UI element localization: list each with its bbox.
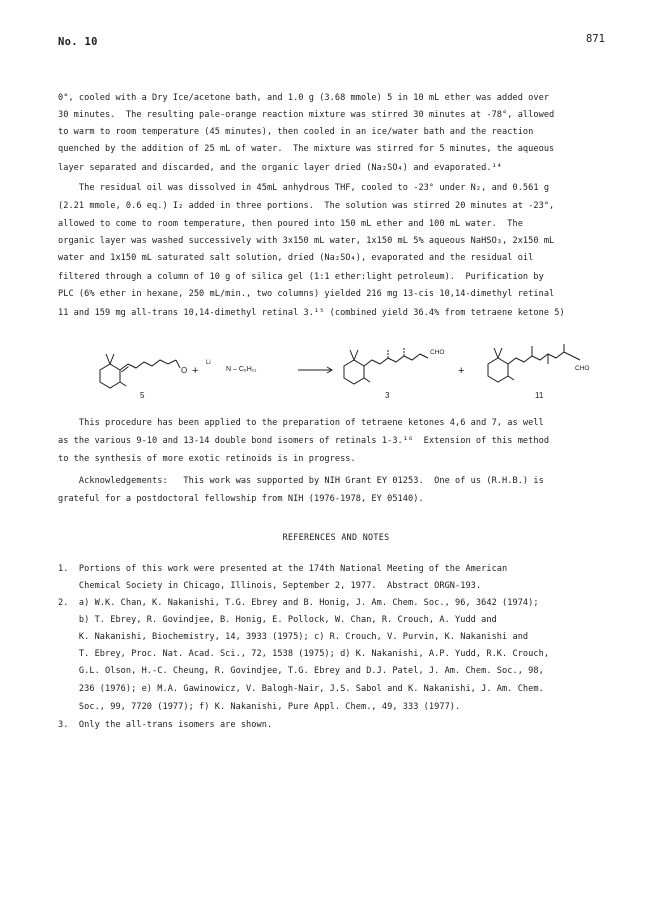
acknowledgement-line: grateful for a postdoctoral fellowship from NIH (1976-1978, EY 05140). bbox=[58, 494, 424, 504]
compound-11-label: 11 bbox=[535, 391, 544, 400]
reference-line: G.L. Olson, H.-C. Cheung, R. Govindjee, T.G. Ebrey and D.J. Patel, J. Am. Chem. Soc., 98, bbox=[58, 666, 544, 676]
reference-line: T. Ebrey, Proc. Nat. Acad. Sci., 72, 1538 (1975); d) K. Nakanishi, A.P. Yudd, R.K. Crouch, bbox=[58, 649, 550, 659]
text-line: allowed to come to room temperature, then poured into 150 mL ether and 100 mL water. The bbox=[58, 219, 523, 229]
reference-line: Chemical Society in Chicago, Illinois, September 2, 1977. Abstract ORGN-193. bbox=[58, 581, 482, 591]
compound-5-structure bbox=[100, 354, 180, 388]
text-line: 11 and 159 mg all-trans 10,14-dimethyl retinal 3.¹⁵ (combined yield 36.4% from tetraene ketone 5) bbox=[58, 308, 565, 318]
reference-line: 3. Only the all-trans isomers are shown. bbox=[58, 720, 273, 730]
text-line: PLC (6% ether in hexane, 250 mL/min., two columns) yielded 216 mg 13-cis 10,14-dimethyl retinal bbox=[58, 289, 555, 299]
reagent-formula: N – C₆H₁₁ bbox=[226, 366, 257, 373]
reagent-label: Li bbox=[206, 360, 211, 366]
text-line: layer separated and discarded, and the organic layer dried (Na₂SO₄) and evaporated.¹⁴ bbox=[58, 163, 503, 173]
plus-sign-2: + bbox=[458, 365, 465, 377]
reference-line: 236 (1976); e) M.A. Gawinowicz, V. Balogh-Nair, J.S. Sabol and K. Nakanishi, J. Am. Chem. bbox=[58, 684, 544, 694]
compound-5-label: 5 bbox=[140, 391, 145, 400]
text-line: filtered through a column of 10 g of silica gel (1:1 ether:light petroleum). Purification by bbox=[58, 272, 544, 282]
acknowledgement-line: Acknowledgements: This work was supported by NIH Grant EY 01253. One of us (R.H.B.) is bbox=[58, 476, 544, 486]
ketone-oxygen: O bbox=[181, 366, 188, 375]
compound-3-label: 3 bbox=[385, 391, 390, 400]
text-line: organic layer was washed successively with 3x150 mL water, 1x150 mL 5% aqueous NaHSO₃, 2x150 mL bbox=[58, 236, 555, 246]
reference-line: K. Nakanishi, Biochemistry, 14, 3933 (1975); c) R. Crouch, V. Purvin, K. Nakanishi and bbox=[58, 632, 529, 642]
text-line: The residual oil was dissolved in 45mL anhydrous THF, cooled to -23° under N₂, and 0.561 g bbox=[58, 183, 550, 193]
journal-number: No. 10 bbox=[58, 36, 98, 48]
aldehyde-label-2: CHO bbox=[575, 365, 590, 372]
text-line: quenched by the addition of 25 mL of water. The mixture was stirred for 5 minutes, the aqueous bbox=[58, 144, 555, 154]
reference-line: Soc., 99, 7720 (1977); f) K. Nakanishi, Pure Appl. Chem., 49, 333 (1977). bbox=[58, 702, 461, 712]
text-line: to warm to room temperature (45 minutes), then cooled in an ice/water bath and the reaction bbox=[58, 127, 534, 137]
compound-3-structure bbox=[344, 348, 428, 384]
plus-sign: + bbox=[192, 365, 199, 377]
text-line: This procedure has been applied to the preparation of tetraene ketones 4,6 and 7, as well bbox=[58, 418, 544, 428]
text-line: as the various 9-10 and 13-14 double bond isomers of retinals 1-3.¹⁶ Extension of this method bbox=[58, 436, 550, 446]
compound-11-structure bbox=[488, 344, 580, 382]
reference-line: 2. a) W.K. Chan, K. Nakanishi, T.G. Ebrey and B. Honig, J. Am. Chem. Soc., 96, 3642 (1974); bbox=[58, 598, 539, 608]
reference-line: 1. Portions of this work were presented at the 174th National Meeting of the American bbox=[58, 564, 508, 574]
page-number: 871 bbox=[586, 33, 605, 45]
reaction-scheme bbox=[80, 340, 640, 402]
reference-line: b) T. Ebrey, R. Govindjee, B. Honig, E. Pollock, W. Chan, R. Crouch, A. Yudd and bbox=[58, 615, 497, 625]
text-line: to the synthesis of more exotic retinoids is in progress. bbox=[58, 454, 356, 464]
aldehyde-label: CHO bbox=[430, 349, 445, 356]
text-line: 0°, cooled with a Dry Ice/acetone bath, and 1.0 g (3.68 mmole) 5 in 10 mL ether was added over bbox=[58, 93, 550, 103]
text-line: 30 minutes. The resulting pale-orange reaction mixture was stirred 30 minutes at -78°, allowed bbox=[58, 110, 555, 120]
text-line: water and 1x150 mL saturated salt solution, dried (Na₂SO₄), evaporated and the residual oil bbox=[58, 253, 534, 263]
references-heading: REFERENCES AND NOTES bbox=[282, 532, 390, 542]
text-line: (2.21 mmole, 0.6 eq.) I₂ added in three portions. The solution was stirred 20 minutes at -23°, bbox=[58, 201, 555, 211]
